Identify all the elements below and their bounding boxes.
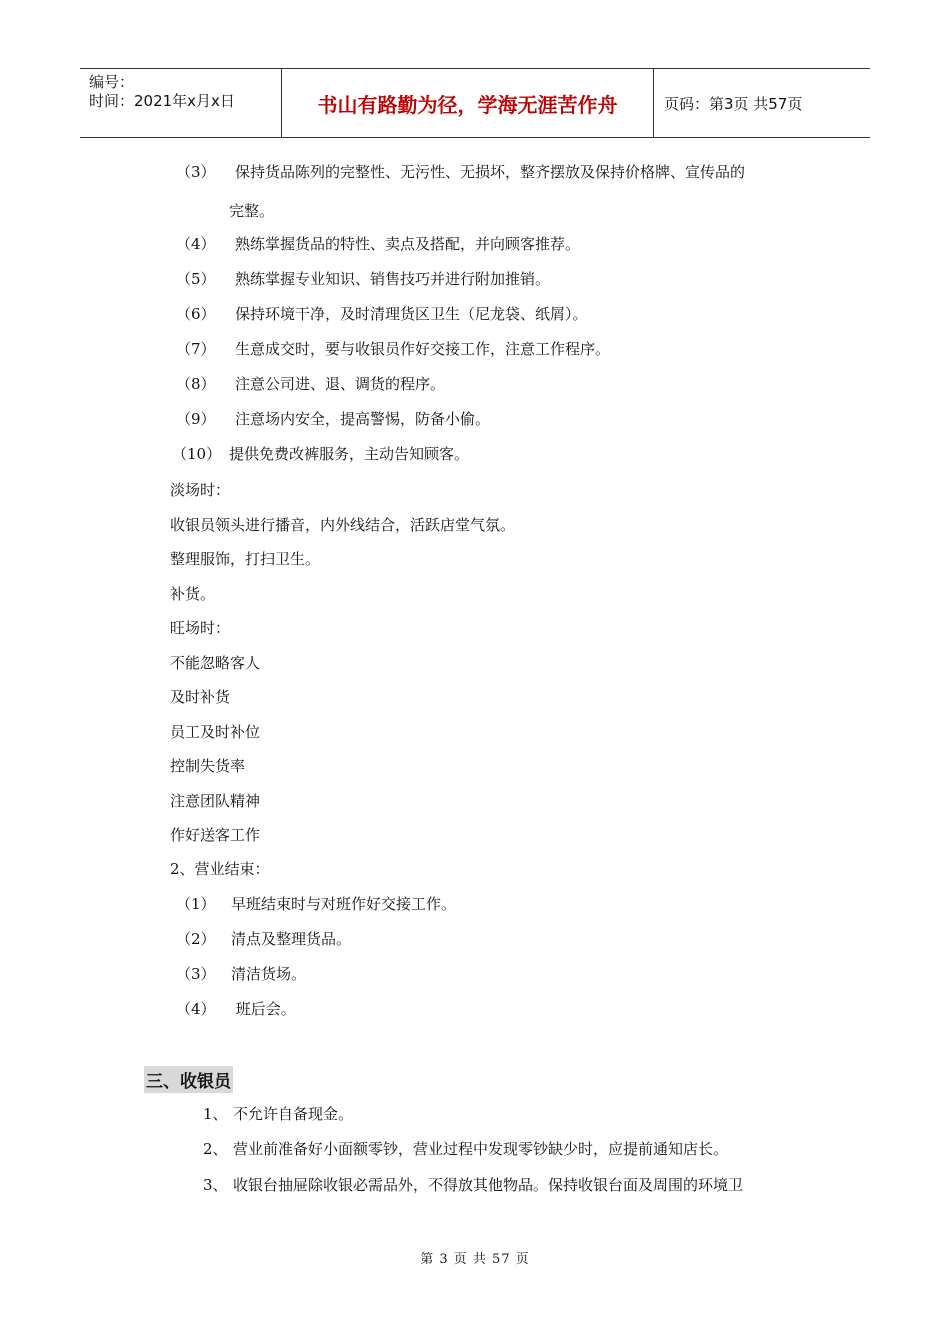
list-item-continuation: 完整。	[229, 202, 275, 220]
paragraph-line: 不能忽略客人	[170, 654, 261, 672]
list-item: 1、 不允许自备现金。	[203, 1105, 354, 1123]
page-header	[80, 68, 870, 138]
paragraph-line: 员工及时补位	[170, 723, 261, 741]
paragraph-line: 2、营业结束：	[170, 860, 270, 878]
list-item: 2、 营业前准备好小面额零钞，营业过程中发现零钞缺少时，应提前通知店长。	[203, 1140, 729, 1158]
list-item: （6） 保持环境干净，及时清理货区卫生（尼龙袋、纸屑）。	[176, 305, 588, 323]
list-item: （7） 生意成交时，要与收银员作好交接工作，注意工作程序。	[176, 340, 611, 358]
list-item: （4） 熟练掌握货品的特性、卖点及搭配，并向顾客推荐。	[176, 235, 581, 253]
header-motto: 书山有路勤为径，学海无涯苦作舟	[281, 69, 654, 137]
list-item: （5） 熟练掌握专业知识、销售技巧并进行附加推销。	[176, 270, 551, 288]
list-item: 3、 收银台抽屉除收银必需品外，不得放其他物品。保持收银台面及周围的环境卫	[203, 1176, 744, 1194]
list-item: （1） 早班结束时与对班作好交接工作。	[176, 895, 457, 913]
list-item: （3） 保持货品陈列的完整性、无污性、无损坏，整齐摆放及保持价格牌、宣传品的	[176, 163, 746, 181]
list-item: （10） 提供免费改裤服务，主动告知顾客。	[172, 445, 470, 463]
list-item: （3） 清洁货场。	[176, 965, 307, 983]
list-item: （4） 班后会。	[176, 1000, 296, 1018]
paragraph-line: 及时补货	[170, 688, 231, 706]
paragraph-line: 淡场时：	[170, 481, 231, 499]
list-item: （8） 注意公司进、退、调货的程序。	[176, 375, 446, 393]
header-left	[80, 69, 281, 137]
paragraph-line: 旺场时：	[170, 619, 231, 637]
paragraph-line: 控制失货率	[170, 757, 246, 775]
paragraph-line: 整理服饰，打扫卫生。	[170, 550, 321, 568]
paragraph-line: 收银员领头进行播音，内外线结合，活跃店堂气氛。	[170, 516, 516, 534]
paragraph-line: 作好送客工作	[170, 826, 261, 844]
list-item: （9） 注意场内安全，提高警惕，防备小偷。	[176, 410, 491, 428]
list-item: （2） 清点及整理货品。	[176, 930, 352, 948]
time-label: 时间：2021年x月x日	[89, 92, 235, 110]
section-heading: 三、收银员	[144, 1066, 233, 1093]
paragraph-line: 补货。	[170, 585, 216, 603]
number-label: 编号：	[89, 73, 135, 91]
paragraph-line: 注意团队精神	[170, 792, 261, 810]
page-footer: 第 3 页 共 57 页	[420, 1252, 530, 1267]
header-page-info: 页码：第3页 共57页	[664, 94, 803, 113]
